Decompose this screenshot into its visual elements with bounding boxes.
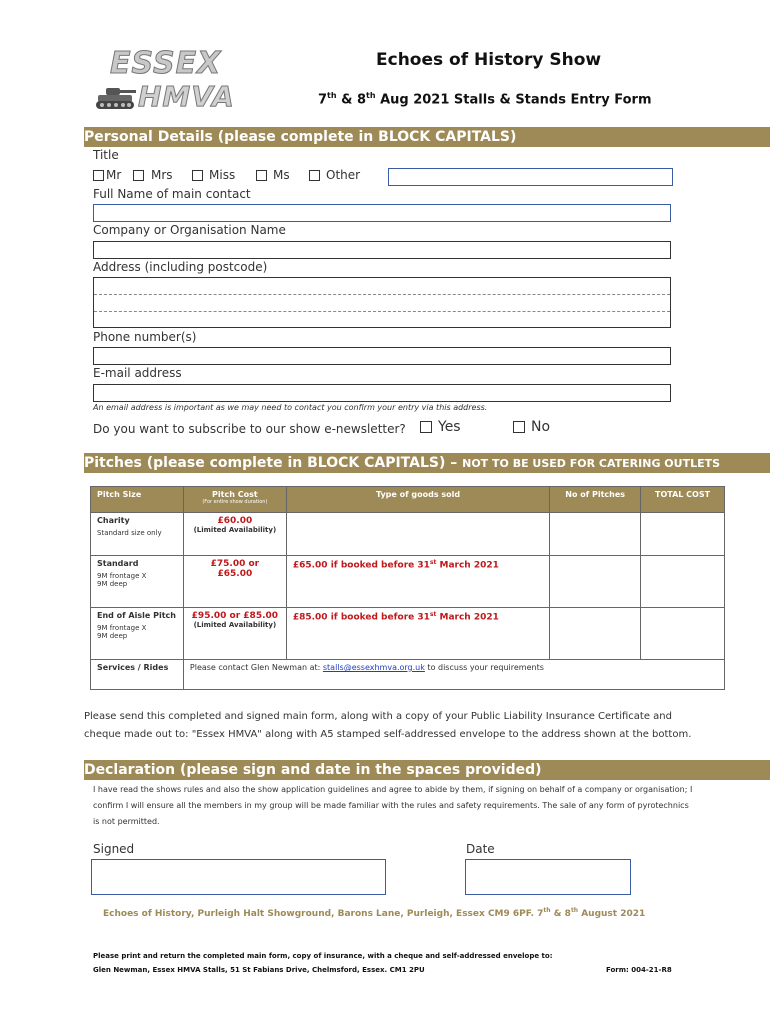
title-label: Title <box>93 148 119 162</box>
table-row <box>91 608 725 660</box>
table-row <box>91 513 725 556</box>
services-email-link[interactable]: stalls@essexhmva.org.uk <box>322 663 425 672</box>
col-goods: Type of goods sold <box>286 487 549 513</box>
email-field[interactable] <box>93 384 671 402</box>
tank-icon <box>96 86 138 110</box>
pitch-cost-cell: £95.00 or £85.00 (Limited Availability) <box>183 608 286 660</box>
email-label: E-mail address <box>93 366 182 380</box>
goods-field[interactable] <box>286 513 549 556</box>
no-pitches-field[interactable] <box>550 513 641 556</box>
footer-instructions: Please print and return the completed main form, copy of insurance, with a cheque and self-addressed envelope to: <box>93 952 553 960</box>
newsletter-yes-label: Yes <box>438 419 461 435</box>
checkbox-mr[interactable] <box>93 170 104 181</box>
option-other-label: Other <box>326 168 361 182</box>
option-miss-label: Miss <box>209 168 236 182</box>
signed-label: Signed <box>93 842 135 856</box>
option-ms-label: Ms <box>273 168 290 182</box>
page-title: Echoes of History Show <box>376 50 602 70</box>
pitch-size-cell: End of Aisle Pitch 9M frontage X 9M deep <box>91 608 184 660</box>
newsletter-question: Do you want to subscribe to our show e-newsletter? <box>93 422 406 436</box>
services-info-cell: Please contact Glen Newman at: stalls@essexhmva.org.uk to discuss your requirements <box>183 660 724 690</box>
total-cost-field[interactable] <box>641 608 725 660</box>
phone-field[interactable] <box>93 347 671 365</box>
pitch-table <box>90 486 725 690</box>
instructions-line-2: cheque made out to: "Essex HMVA" along with A5 stamped self-addressed envelope to the address shown at the bottom. <box>84 729 692 740</box>
total-cost-field[interactable] <box>641 556 725 608</box>
company-field[interactable] <box>93 241 671 259</box>
no-pitches-field[interactable] <box>550 556 641 608</box>
logo-essex-text: ESSEX <box>110 46 222 81</box>
pitch-size-cell: Standard 9M frontage X 9M deep <box>91 556 184 608</box>
address-line-divider <box>94 294 670 295</box>
address-line-divider <box>94 311 670 312</box>
pitch-size-cell: Charity Standard size only <box>91 513 184 556</box>
col-pitch-size: Pitch Size <box>91 487 184 513</box>
table-row <box>91 556 725 608</box>
goods-field[interactable]: £85.00 if booked before 31st March 2021 <box>286 608 549 660</box>
pitches-heading: Pitches (please complete in BLOCK CAPITALS) – NOT TO BE USED FOR CATERING OUTLETS <box>84 453 770 473</box>
total-cost-field[interactable] <box>641 513 725 556</box>
email-note: An email address is important as we may need to contact you confirm your entry via this address. <box>93 403 488 412</box>
fullname-field[interactable] <box>93 204 671 222</box>
venue-line: Echoes of History, Purleigh Halt Showground, Barons Lane, Purleigh, Essex CM9 6PF. 7th & 8th August 2021 <box>103 907 646 919</box>
address-label: Address (including postcode) <box>93 260 268 274</box>
table-row <box>91 660 725 690</box>
newsletter-no-label: No <box>531 419 551 435</box>
signature-field[interactable] <box>91 859 386 895</box>
option-mr-label: Mr <box>106 168 122 182</box>
logo-hmva-text: HMVA <box>138 80 235 113</box>
checkbox-mrs[interactable] <box>133 170 144 181</box>
declaration-text: I have read the shows rules and also the show application guidelines and agree to abide by them, if signing on behalf of a company or organisation; I confirm I will ensure all the members in my group will be made familiar with the rules and safety requirements. The sale of any form of pyrotechnics is not permitted. <box>93 785 693 826</box>
newsletter-no-checkbox[interactable] <box>513 421 525 433</box>
address-field[interactable] <box>93 277 671 328</box>
checkbox-other[interactable] <box>309 170 320 181</box>
pitch-cost-cell: £60.00 (Limited Availability) <box>183 513 286 556</box>
essex-hmva-logo <box>96 46 246 116</box>
form-number: Form: 004-21-R8 <box>606 966 672 974</box>
services-label-cell: Services / Rides <box>91 660 184 690</box>
checkbox-ms[interactable] <box>256 170 267 181</box>
fullname-label: Full Name of main contact <box>93 187 251 201</box>
newsletter-yes-checkbox[interactable] <box>420 421 432 433</box>
pitch-cost-cell: £75.00 or £65.00 <box>183 556 286 608</box>
declaration-heading: Declaration (please sign and date in the spaces provided) <box>84 760 770 780</box>
col-no-pitches: No of Pitches <box>550 487 641 513</box>
company-label: Company or Organisation Name <box>93 223 286 237</box>
pitch-table-header <box>91 487 725 513</box>
phone-label: Phone number(s) <box>93 330 197 344</box>
goods-field[interactable]: £65.00 if booked before 31st March 2021 <box>286 556 549 608</box>
personal-details-heading: Personal Details (please complete in BLOCK CAPITALS) <box>84 127 770 147</box>
no-pitches-field[interactable] <box>550 608 641 660</box>
page-subtitle: 7th & 8th Aug 2021 Stalls & Stands Entry Form <box>318 91 652 108</box>
date-field[interactable] <box>465 859 631 895</box>
title-other-field[interactable] <box>388 168 673 186</box>
footer-address: Glen Newman, Essex HMVA Stalls, 51 St Fabians Drive, Chelmsford, Essex. CM1 2PU <box>93 966 425 974</box>
date-label: Date <box>466 842 495 856</box>
checkbox-miss[interactable] <box>192 170 203 181</box>
option-mrs-label: Mrs <box>151 168 173 182</box>
col-total-cost: TOTAL COST <box>641 487 725 513</box>
col-pitch-cost: Pitch Cost (For entire show duration) <box>183 487 286 513</box>
instructions-line-1: Please send this completed and signed main form, along with a copy of your Public Liability Insurance Certificate and <box>84 711 672 722</box>
